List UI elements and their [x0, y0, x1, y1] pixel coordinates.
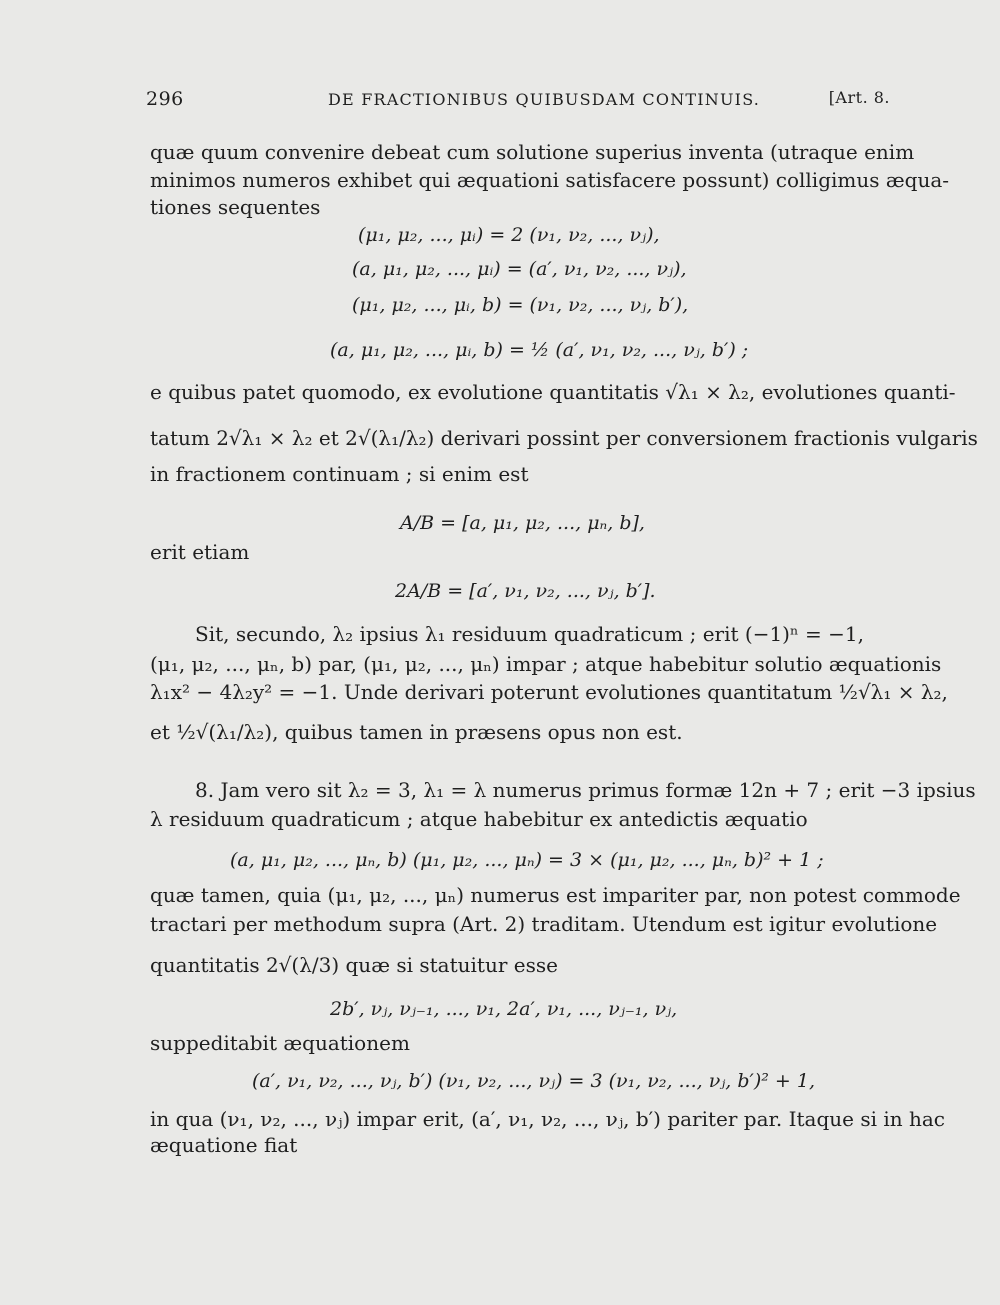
equation: (μ₁, μ₂, ..., μᵢ, b) = (ν₁, ν₂, ..., νⱼ, b′), — [352, 294, 689, 316]
text-line: quantitatis 2√(λ/3) quæ si statuitur esse — [150, 953, 558, 977]
text-line: 8. Jam vero sit λ₂ = 3, λ₁ = λ numerus primus formæ 12n + 7 ; erit −3 ipsius — [195, 778, 976, 802]
running-header — [146, 88, 890, 112]
equation: A/B = [a, μ₁, μ₂, ..., μₙ, b], — [400, 512, 645, 534]
text-line: minimos numeros exhibet qui æquationi satisfacere possunt) colligimus æqua- — [150, 168, 950, 192]
text-line: suppeditabit æquationem — [150, 1031, 410, 1055]
text-line: quæ quum convenire debeat cum solutione superius inventa (utraque enim — [150, 140, 915, 164]
text-line: e quibus patet quomodo, ex evolutione quantitatis √λ₁ × λ₂, evolutiones quanti- — [150, 380, 956, 404]
text-line: λ residuum quadraticum ; atque habebitur ex antedictis æquatio — [150, 807, 808, 831]
text-line: (μ₁, μ₂, ..., μₙ, b) par, (μ₁, μ₂, ..., μₙ) impar ; atque habebitur solutio æquationis — [150, 652, 942, 676]
equation: (a, μ₁, μ₂, ..., μₙ, b) (μ₁, μ₂, ..., μₙ) = 3 × (μ₁, μ₂, ..., μₙ, b)² + 1 ; — [230, 849, 824, 871]
text-line: et ½√(λ₁/λ₂), quibus tamen in præsens opus non est. — [150, 720, 683, 744]
article-reference: [Art. 8. — [828, 88, 890, 107]
text-line: erit etiam — [150, 540, 250, 564]
text-line: λ₁x² − 4λ₂y² = −1. Unde derivari poterunt evolutiones quantitatum ½√λ₁ × λ₂, — [150, 680, 948, 704]
equation: (a, μ₁, μ₂, ..., μᵢ, b) = ½ (a′, ν₁, ν₂, ..., νⱼ, b′) ; — [330, 339, 749, 361]
text-line: tatum 2√λ₁ × λ₂ et 2√(λ₁/λ₂) derivari possint per conversionem fractionis vulgaris — [150, 426, 978, 450]
page-number: 296 — [146, 88, 184, 110]
text-line: tractari per methodum supra (Art. 2) traditam. Utendum est igitur evolutione — [150, 912, 938, 936]
text-line: æquatione fiat — [150, 1133, 298, 1157]
equation: (μ₁, μ₂, ..., μᵢ) = 2 (ν₁, ν₂, ..., νⱼ), — [358, 224, 660, 246]
text-line: Sit, secundo, λ₂ ipsius λ₁ residuum quadraticum ; erit (−1)ⁿ = −1, — [195, 622, 864, 646]
text-line: in fractionem continuam ; si enim est — [150, 462, 529, 486]
equation: 2A/B = [a′, ν₁, ν₂, ..., νⱼ, b′]. — [395, 580, 656, 602]
running-title: DE FRACTIONIBUS QUIBUSDAM CONTINUIS. — [328, 90, 761, 109]
equation: (a′, ν₁, ν₂, ..., νⱼ, b′) (ν₁, ν₂, ..., νⱼ) = 3 (ν₁, ν₂, ..., νⱼ, b′)² + 1, — [252, 1070, 815, 1092]
text-line: in qua (ν₁, ν₂, ..., νⱼ) impar erit, (a′, ν₁, ν₂, ..., νⱼ, b′) pariter par. Itaque si in hac — [150, 1107, 946, 1131]
text-line: tiones sequentes — [150, 195, 321, 219]
equation: 2b′, νⱼ, νⱼ₋₁, ..., ν₁, 2a′, ν₁, ..., νⱼ₋₁, νⱼ, — [330, 998, 678, 1020]
text-line: quæ tamen, quia (μ₁, μ₂, ..., μₙ) numerus est impariter par, non potest commode — [150, 883, 961, 907]
equation: (a, μ₁, μ₂, ..., μᵢ) = (a′, ν₁, ν₂, ..., νⱼ), — [352, 258, 687, 280]
